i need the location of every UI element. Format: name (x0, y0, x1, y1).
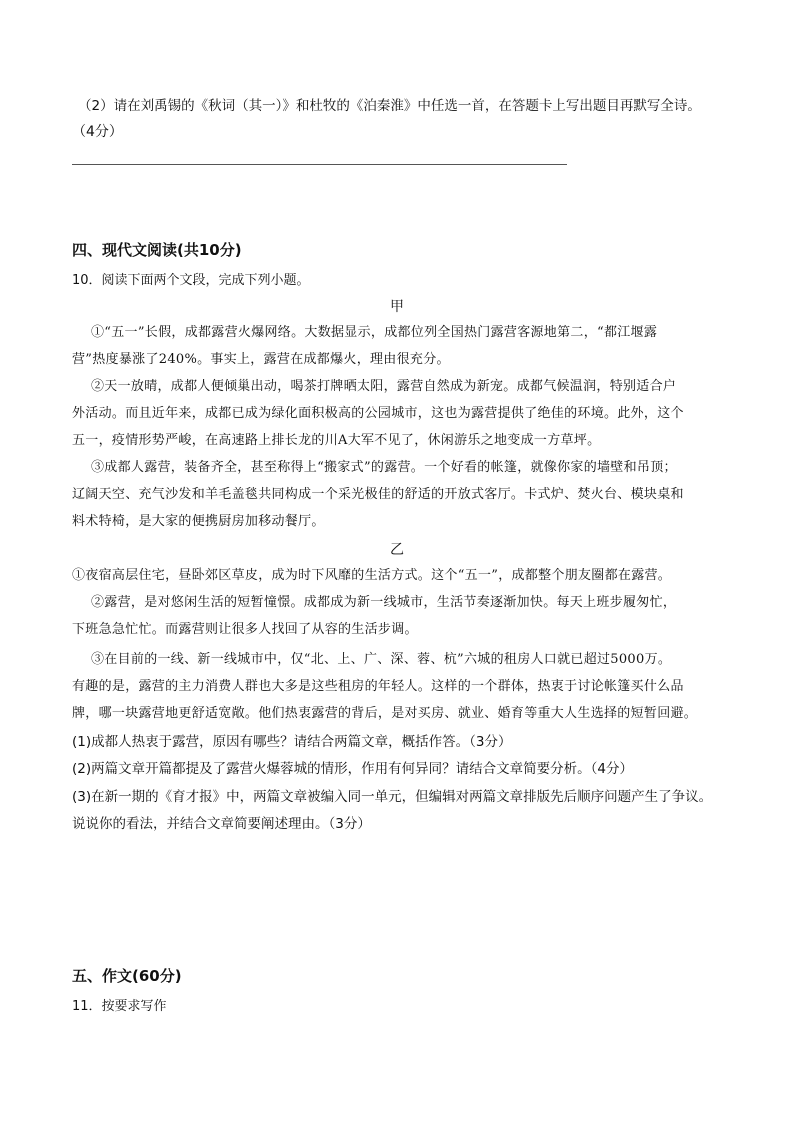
passage-jia-line: ①“五一”长假，成都露营火爆网络。大数据显示，成都位列全国热门露营客源地第二，“都江堰露 (91, 325, 658, 340)
sub-question: 说说你的看法，并结合文章简要阐述理由。（3分） (72, 816, 371, 832)
passage-jia-line: 料术特椅，是大家的便携厨房加移动餐厅。 (72, 514, 325, 529)
passage-jia-line: 五一，疫情形势严峻，在高速路上排长龙的川A大军不见了，休闲游乐之地变成一方草坪。 (72, 433, 601, 448)
sub-question: (3)在新一期的《育才报》中，两篇文章被编入同一单元，但编辑对两篇文章排版先后顺序问题产生了争议。 (72, 789, 713, 805)
passage-yi-line: 牌，哪一块露营地更舒适宽敞。他们热衷露营的背后，是对买房、就业、婚育等重大人生选择的短暂回避。 (72, 706, 698, 721)
sub-question: (2)两篇文章开篇都提及了露营火爆蓉城的情形，作用有何异同？请结合文章简要分析。（4分） (72, 761, 633, 777)
passage-jia-line: 外活动。而且近年来，成都已成为绿化面积极高的公园城市，这也为露营提供了绝佳的环境。此外，这个 (72, 406, 684, 421)
passage-yi-line: ②露营，是对悠闲生活的短暂憧憬。成都成为新一线城市，生活节奏逐渐加快。每天上班步履匆忙， (91, 595, 677, 610)
sub-question: (1)成都人热衷于露营，原因有哪些？请结合两篇文章，概括作答。（3分） (72, 734, 512, 750)
passage-yi-title: 乙 (390, 542, 404, 558)
passage-yi-line: 有趣的是，露营的主力消费人群也大多是这些租房的年轻人。这样的一个群体，热衷于讨论帐篷买什么品 (72, 679, 684, 694)
q9-part2-text: （2）请在刘禹锡的《秋词（其一）》和杜牧的《泊秦淮》中任选一首，在答题卡上写出题目再默写全诗。 (78, 98, 701, 114)
q10-intro: 10．阅读下面两个文段，完成下列小题。 (72, 273, 310, 288)
passage-yi-line: 下班急急忙忙。而露营则让很多人找回了从容的生活步调。 (72, 622, 418, 637)
passage-jia-line: 辽阔天空、充气沙发和羊毛盖毯共同构成一个采光极佳的舒适的开放式客厅。卡式炉、焚火台、模块桌和 (72, 487, 684, 502)
passage-jia-line: ③成都人露营，装备齐全，甚至称得上“搬家式”的露营。一个好看的帐篷，就像你家的墙壁和吊顶； (91, 460, 677, 475)
passage-jia-line: ②天一放晴，成都人便倾巢出动，喝茶打牌晒太阳，露营自然成为新宠。成都气候温润，特别适合户 (91, 379, 677, 394)
q11-text: 11．按要求写作 (72, 999, 167, 1014)
passage-yi-line: ①夜宿高层住宅，昼卧郊区草皮，成为时下风靡的生活方式。这个“五一”，成都整个朋友圈都在露营。 (72, 568, 672, 583)
passage-yi-line: ③在目前的一线、新一线城市中，仅“北、上、广、深、蓉、杭”六城的租房人口就已超过5000万。 (91, 652, 672, 667)
passage-jia-title: 甲 (390, 299, 404, 315)
section4-title: 四、现代文阅读(共10分) (72, 241, 242, 259)
q9-part2-score: （4分） (72, 124, 123, 140)
passage-jia-line: 营”热度暴涨了240%。事实上，露营在成都爆火，理由很充分。 (72, 352, 450, 367)
section5-title: 五、作文(60分) (72, 967, 182, 985)
answer-line (72, 164, 567, 165)
